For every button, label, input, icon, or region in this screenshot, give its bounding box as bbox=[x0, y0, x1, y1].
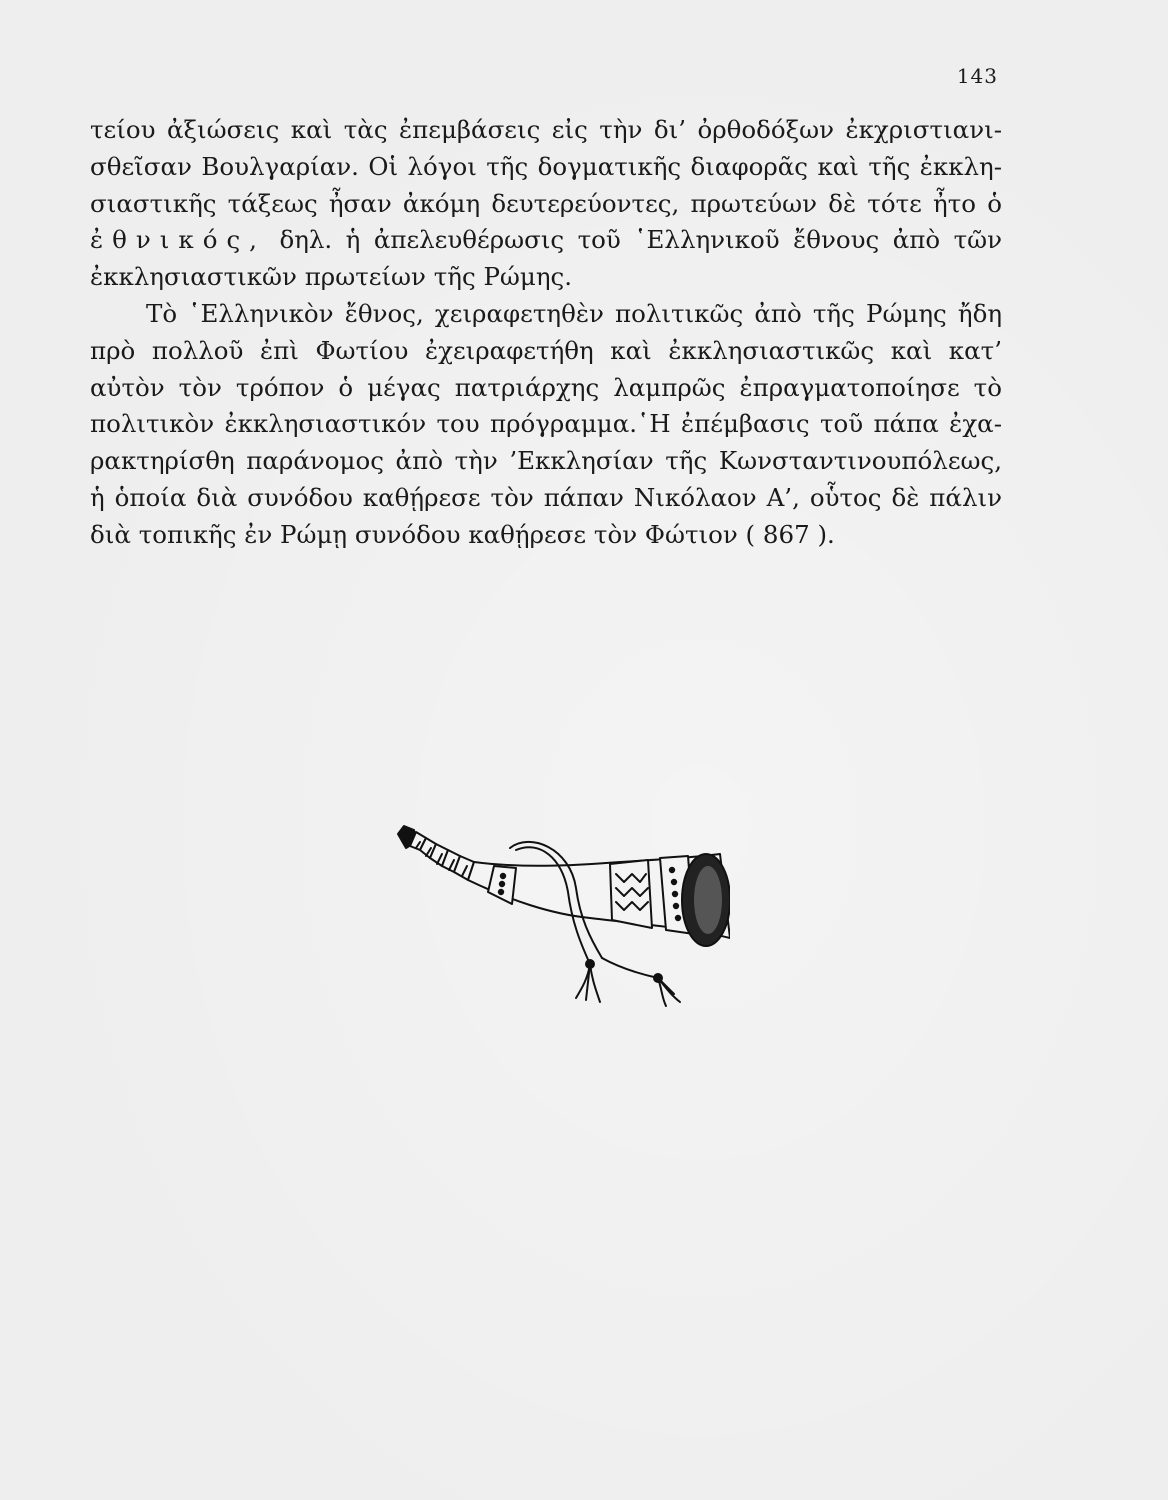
page-number: 143 bbox=[956, 64, 998, 88]
paragraph-1-line-1: τείου ἀξιώσεις καὶ τὰς ἐπεμβάσεις εἰς τὴν δι’ ὀρθοδόξων ἐκχριστιανι- bbox=[90, 115, 1002, 144]
paragraph-1-line-4 bbox=[90, 222, 1002, 259]
paragraph-1-line-4-rest: δηλ. ἡ ἀπελευθέρωσις τοῦ ῾Ελληνικοῦ ἔθνους ἀπὸ τῶν bbox=[265, 225, 1002, 255]
body-text bbox=[90, 112, 1002, 554]
paragraph-2-line-6: ἡ ὁποία διὰ συνόδου καθῄρεσε τὸν πάπαν Νικόλαον Α’, οὗτος δὲ πάλιν bbox=[90, 482, 1002, 512]
paragraph-1-line-2: σθεῖσαν Βουλγαρίαν. Οἱ λόγοι τῆς δογματικῆς διαφορᾶς καὶ τῆς ἐκκλη- bbox=[90, 151, 1002, 181]
paragraph-2-line-5: ρακτηρίσθη παράνομος ἀπὸ τὴν ’Εκκλησίαν τῆς Κωνσταντινουπόλεως, bbox=[90, 446, 1002, 476]
paragraph-1-line-5: ἐκκλησιαστικῶν πρωτείων τῆς Ρώμης. bbox=[90, 262, 573, 292]
paragraph-2-line-2: πρὸ πολλοῦ ἐπὶ Φωτίου ἐχειραφετήθη καὶ ἐκκλησιαστικῶς καὶ κατ’ bbox=[90, 335, 1002, 365]
paragraph-1-line-3: σιαστικῆς τάξεως ἦσαν ἀκόμη δευτερεύοντες, πρωτεύων δὲ τότε ἦτο ὁ bbox=[90, 188, 1002, 218]
horn-icon bbox=[390, 818, 730, 1008]
emphasized-word: ἐθνικός, bbox=[90, 225, 266, 255]
paragraph-2-line-7: διὰ τοπικῆς ἐν Ρώμῃ συνόδου καθῄρεσε τὸν Φώτιον ( 867 ). bbox=[90, 519, 835, 549]
paragraph-2-line-3: αὐτὸν τὸν τρόπον ὁ μέγας πατριάρχης λαμπρῶς ἐπραγματοποίησε τὸ bbox=[90, 372, 1002, 402]
paragraph-2-line-4: πολιτικὸν ἐκκλησιαστικόν του πρόγραμμα.῾Η ἐπέμβασις τοῦ πάπα ἐχα- bbox=[90, 409, 1002, 439]
paragraph-2-line-1: Τὸ ῾Ελληνικὸν ἔθνος, χειραφετηθὲν πολιτικῶς ἀπὸ τῆς Ρώμης ἤδη bbox=[146, 298, 1002, 328]
